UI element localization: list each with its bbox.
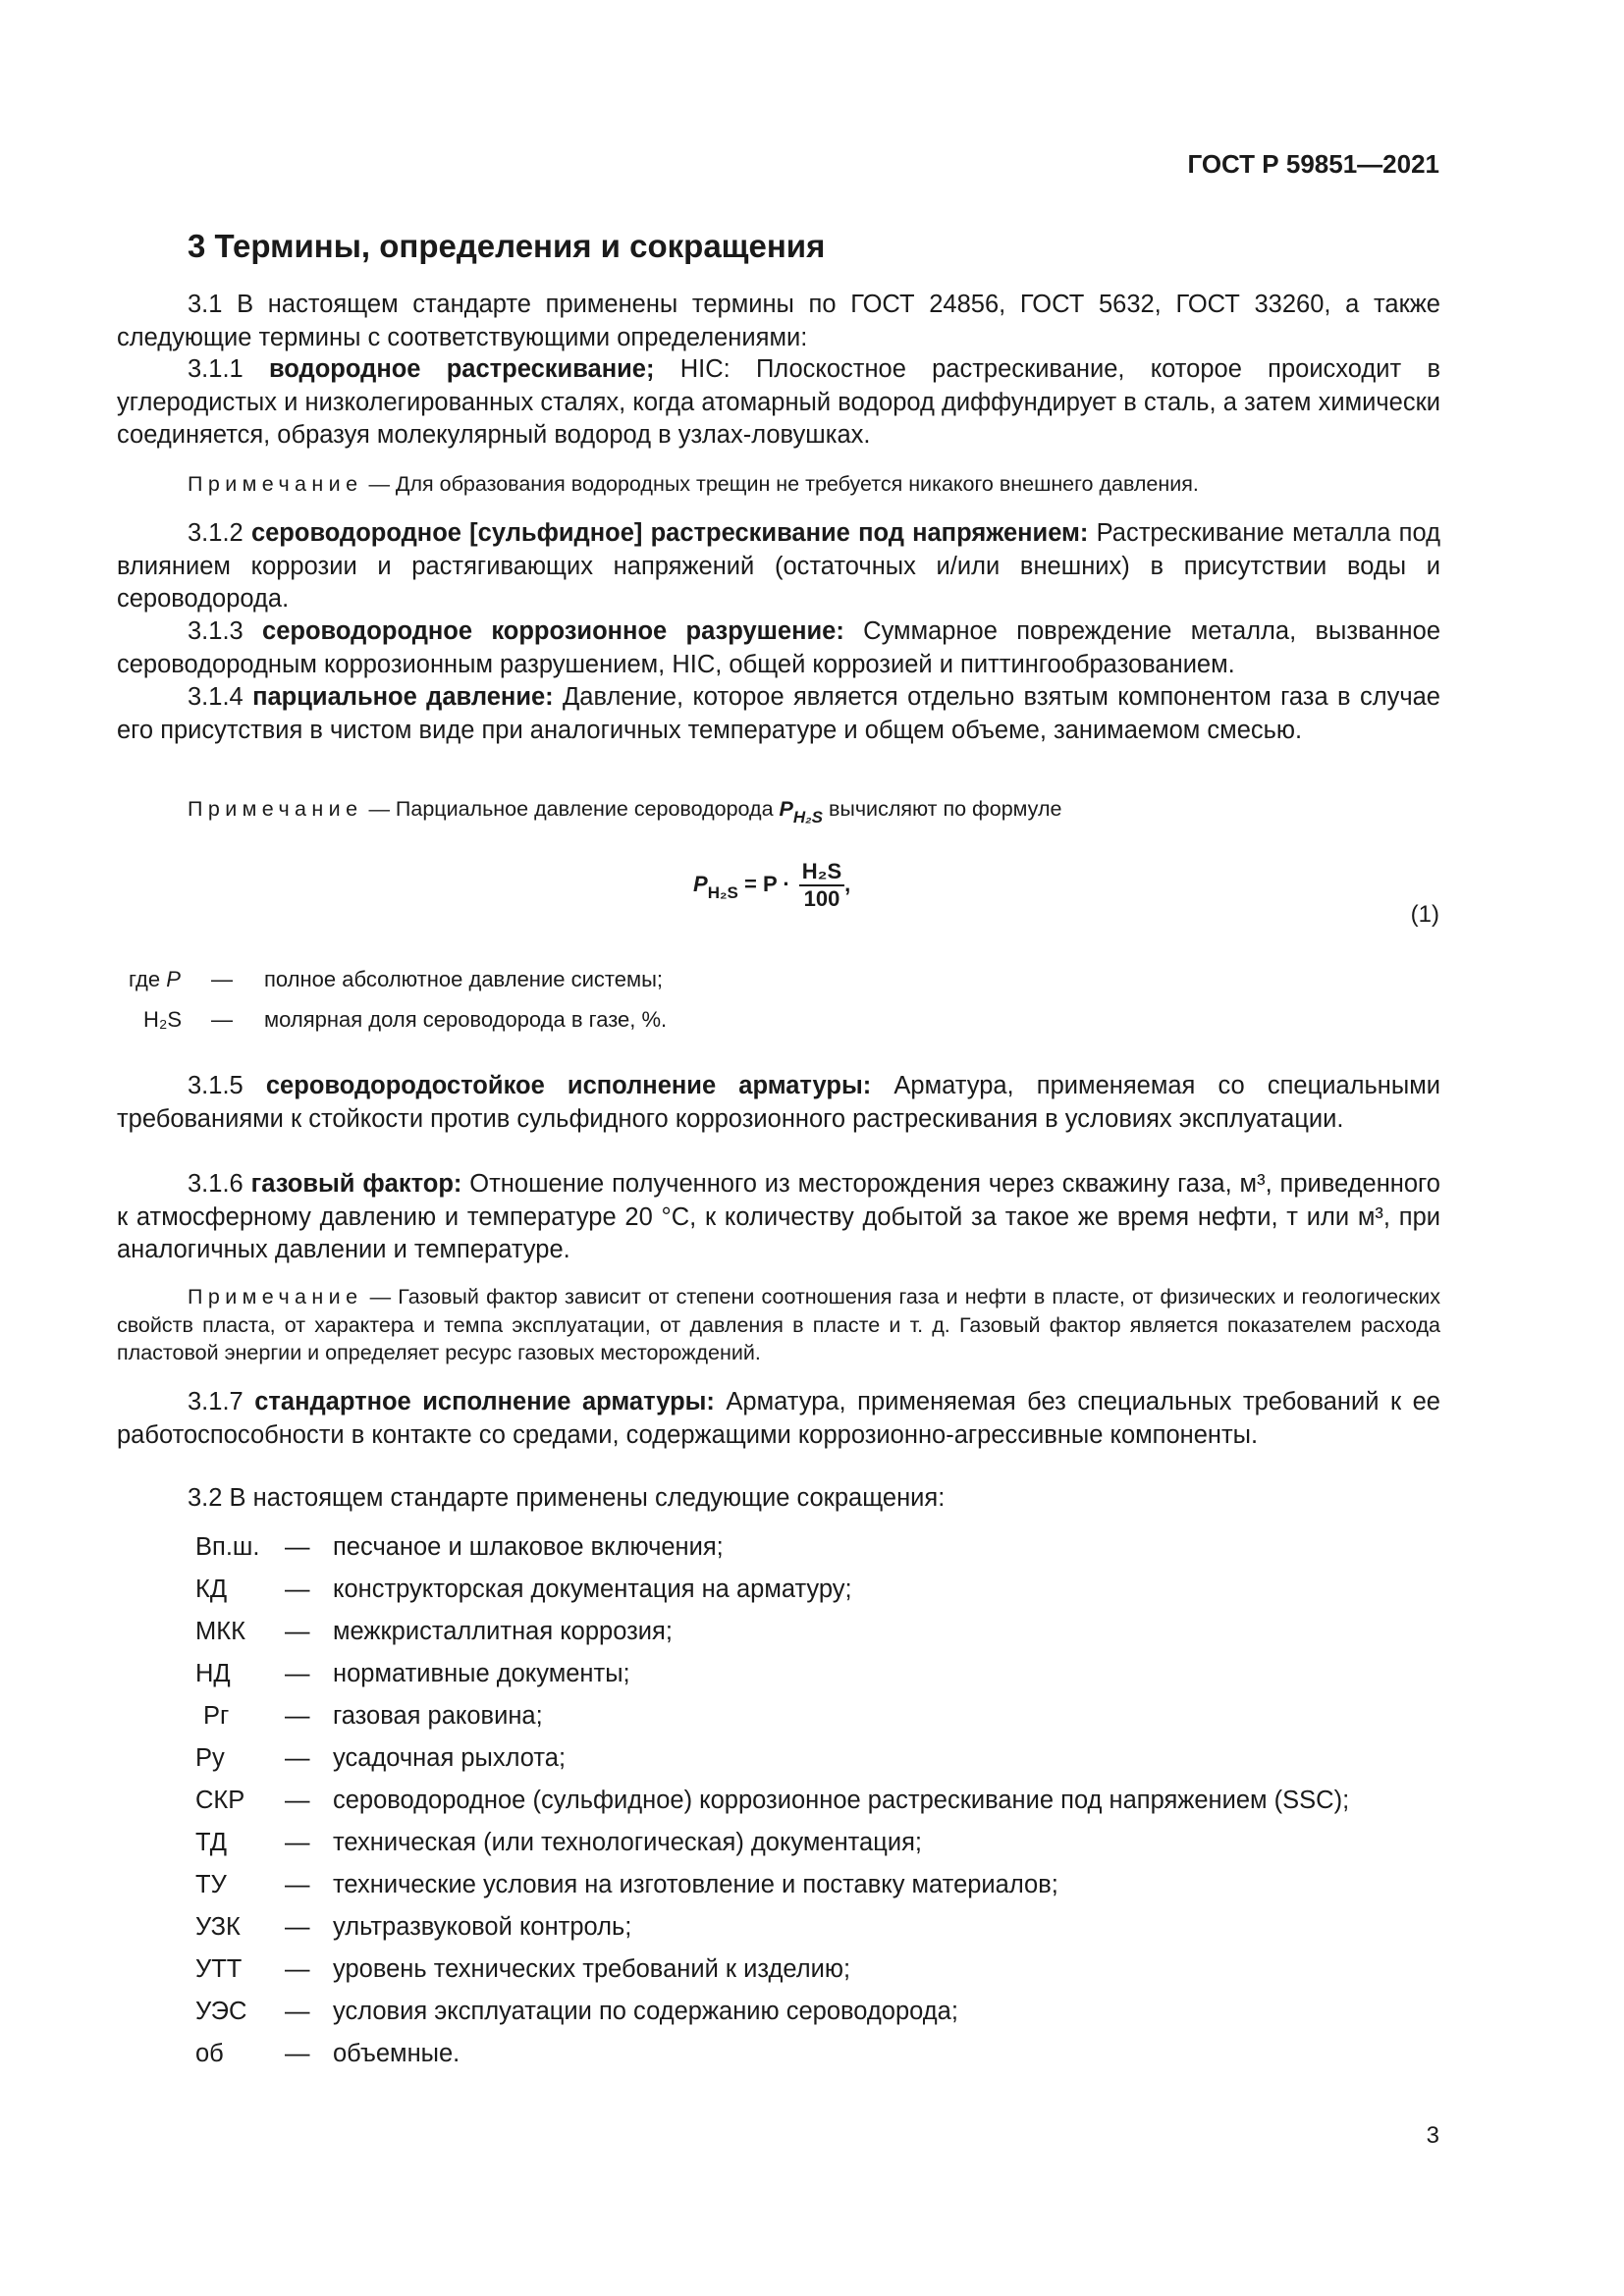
abbreviation-row: НД — нормативные документы; <box>195 1660 630 1687</box>
fraction-denominator: 100 <box>803 886 840 911</box>
note-3 <box>117 1283 1440 1367</box>
term-3-1-2 <box>117 517 1440 616</box>
note-text: — Для образования водородных трещин не требуется никакого внешнего давления. <box>368 472 1199 496</box>
term-name: парциальное давление: <box>252 683 554 711</box>
abbreviation-row: ТД — техническая (или технологическая) документация; <box>195 1829 922 1856</box>
note-label: Примечание <box>188 1285 363 1308</box>
term-number: 3.1.7 <box>188 1388 244 1415</box>
term-definition: Растрескивание металла под влиянием коррозии и растягивающих напряжений (остаточных и/или внешних) в присутствии воды и сероводорода. <box>117 519 1440 613</box>
note-1 <box>117 470 1440 499</box>
section-title: 3 Термины, определения и сокращения <box>188 228 826 264</box>
term-number: 3.1.1 <box>188 355 244 383</box>
term-name: газовый фактор: <box>250 1170 462 1198</box>
page-number: 3 <box>1426 2122 1439 2149</box>
term-number: 3.1.4 <box>188 683 244 711</box>
term-name: водородное растрескивание; <box>268 355 655 383</box>
term-3-1-1 <box>117 353 1440 453</box>
where-row: где P — полное абсолютное давление системы; <box>129 967 664 991</box>
term-number: 3.1.6 <box>188 1170 244 1198</box>
term-3-1-3 <box>117 615 1440 681</box>
abbreviation-row: СКР — сероводородное (сульфидное) коррозионное растрескивание под напряжением (SSC); <box>195 1787 1350 1814</box>
formula-number: (1) <box>1410 901 1439 928</box>
term-number: 3.1.2 <box>188 519 244 547</box>
formula-fraction <box>799 859 844 912</box>
paragraph-3-1: 3.1 В настоящем стандарте применены термины по ГОСТ 24856, ГОСТ 5632, ГОСТ 33260, а также следующие термины с соответствующими определениями: <box>117 291 1440 351</box>
term-3-1-7 <box>117 1386 1440 1452</box>
abbreviation-row: об — объемные. <box>195 2040 460 2067</box>
standard-number: ГОСТ Р 59851—2021 <box>1187 149 1439 179</box>
abbreviation-row: МКК — межкристаллитная коррозия; <box>195 1618 673 1645</box>
note-label: Примечание <box>188 797 363 821</box>
term-name: сероводородостойкое исполнение арматуры: <box>265 1072 872 1099</box>
note-text: — Газовый фактор зависит от степени соотношения газа и нефти в пласте, от физических и геологических свойств пласта, от характера и темпа эксплуатации, от давления в пласте и т. д. Газовый фактор является показателем расхода пластовой энергии и определяет ресурс газовых месторождений. <box>117 1285 1440 1364</box>
term-name: сероводородное коррозионное разрушение: <box>262 617 844 645</box>
term-3-1-4 <box>117 681 1440 747</box>
note-2 <box>117 795 1440 827</box>
term-number: 3.1.3 <box>188 617 244 645</box>
note-text: — Парциальное давление сероводорода <box>368 797 774 821</box>
abbreviation-row: УЗК — ультразвуковой контроль; <box>195 1913 632 1941</box>
abbreviation-row: Вп.ш. — песчаное и шлаковое включения; <box>195 1533 724 1561</box>
term-definition: HIC: Плоскостное растрескивание, которое происходит в углеродистых и низколегированных сталях, когда атомарный водород диффундирует в сталь, а затем химически соединяется, образуя молекулярный водород в узлах-ловушках. <box>117 355 1440 449</box>
term-definition: Арматура, применяемая со специальными требованиями к стойкости против сульфидного коррозионного растрескивания в условиях эксплуатации. <box>117 1072 1440 1133</box>
abbreviation-row: КД — конструкторская документация на арматуру; <box>195 1575 852 1603</box>
formula-1: $P_{H_2S} = P$ · $\frac{\text{H₂S}}{100}$ , <box>693 859 851 911</box>
term-3-1-6 <box>117 1168 1440 1267</box>
note-label: Примечание <box>188 472 363 496</box>
abbreviation-row: УТТ — уровень технических требований к изделию; <box>195 1955 851 1983</box>
term-3-1-5 <box>117 1070 1440 1136</box>
abbreviation-row: ТУ — технические условия на изготовление и поставку материалов; <box>195 1871 1058 1898</box>
fraction-numerator: H₂S <box>799 859 844 886</box>
abbreviation-row: Ру — усадочная рыхлота; <box>195 1744 567 1772</box>
abbreviation-row: Рг — газовая раковина; <box>203 1702 543 1730</box>
pressure-symbol: $P_{H_2S}$ <box>779 797 823 827</box>
formula-eq: = P · <box>743 871 790 896</box>
abbreviation-row: УЭС — условия эксплуатации по содержанию сероводорода; <box>195 1998 958 2025</box>
term-definition: Давление, которое является отдельно взятым компонентом газа в случае его присутствия в чистом виде при аналогичных температуре и общем объеме, занимаемом смесью. <box>117 683 1440 744</box>
term-definition: Суммарное повреждение металла, вызванное сероводородным коррозионным разрушением, HIC, общей коррозией и питтингообразованием. <box>117 617 1441 678</box>
note-text-tail: вычисляют по формуле <box>828 797 1062 821</box>
term-number: 3.1.5 <box>188 1072 244 1099</box>
term-name: сероводородное [сульфидное] растрескивание под напряжением: <box>250 519 1089 547</box>
term-definition: Отношение полученного из месторождения через скважину газа, м³, приведенного к атмосферному давлению и температуре 20 °С, к количеству добытой за такое же время нефти, т или м³, при аналогичных давлении и температуре. <box>117 1170 1440 1263</box>
paragraph-3-2: 3.2 В настоящем стандарте применены следующие сокращения: <box>188 1484 946 1512</box>
term-definition: Арматура, применяемая без специальных требований к ее работоспособности в контакте со средами, содержащими коррозионно-агрессивные компоненты. <box>117 1388 1440 1449</box>
term-name: стандартное исполнение арматуры: <box>254 1388 715 1415</box>
where-row: H₂S — молярная доля сероводорода в газе, %. <box>143 1007 668 1032</box>
